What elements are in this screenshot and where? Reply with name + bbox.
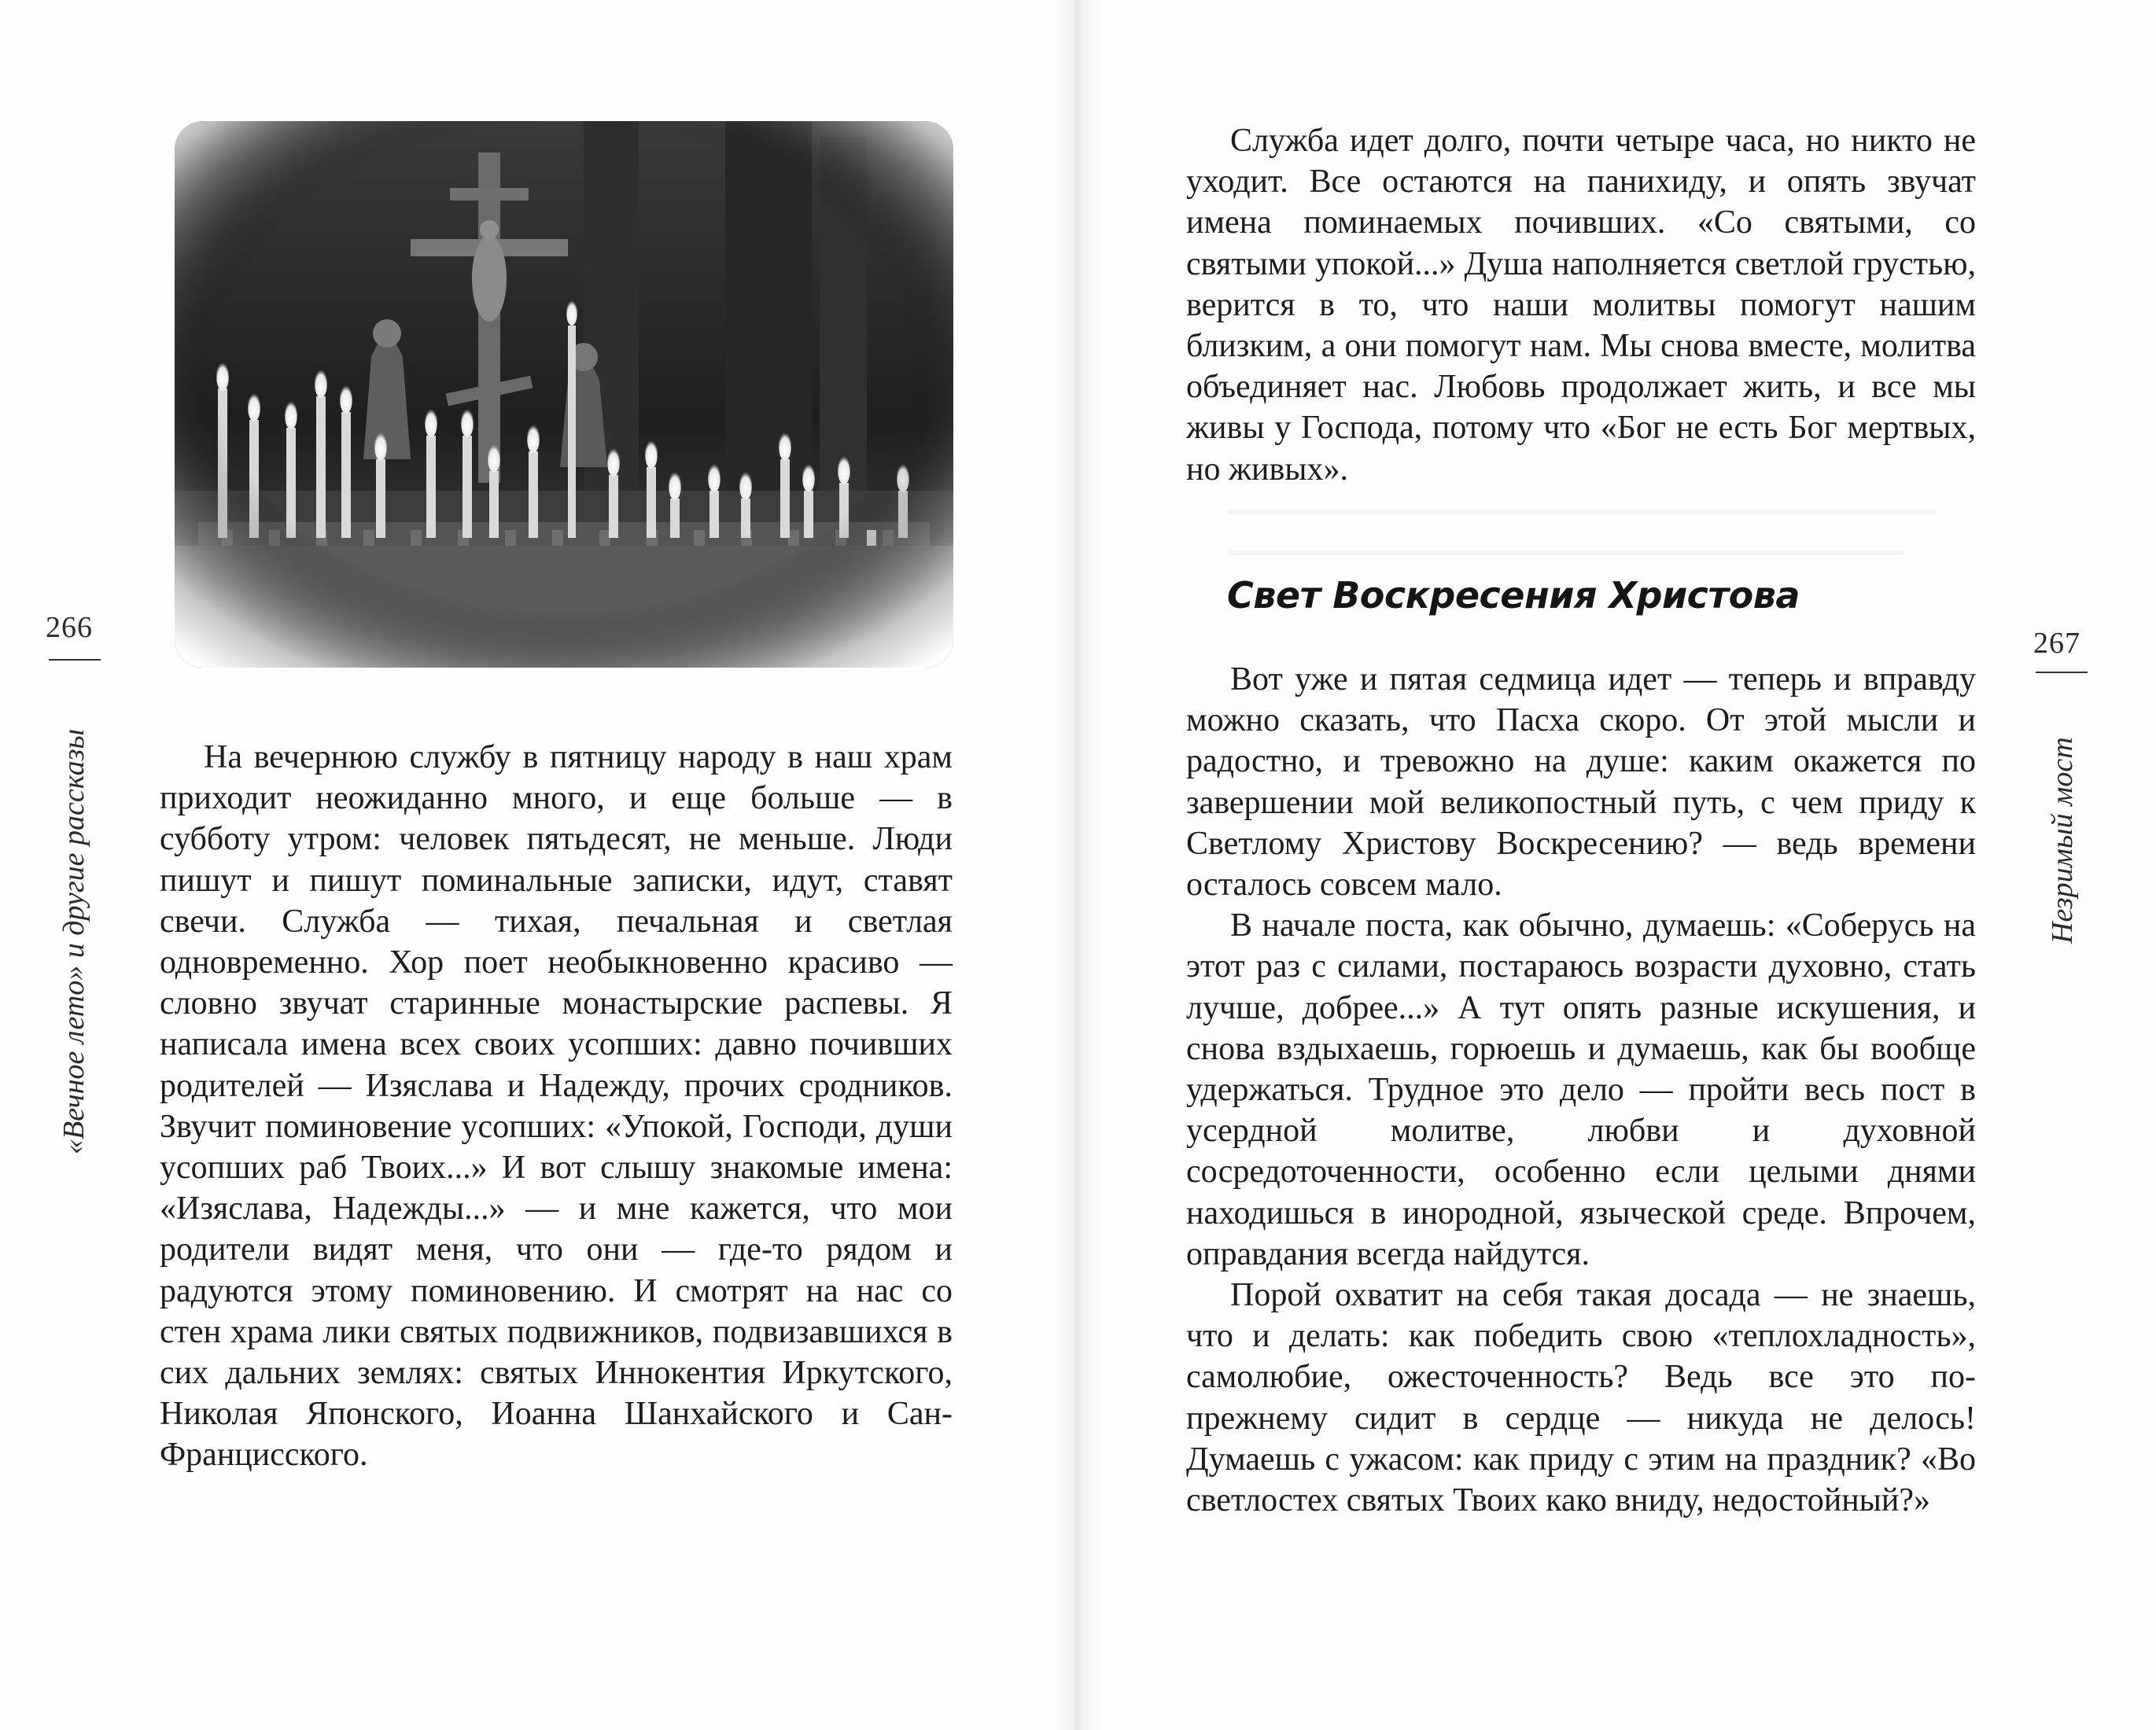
paragraph: На вечернюю службу в пятницу народу в наш храм приходит неожиданно много, и еще больше — в субботу утром: человек пятьдесят, не меньше. Люди пишут и пишут поминальные записки, идут, ставят свечи. Служба — тихая, печальная и светлая одновременно. Хор поет необыкновенно красиво — словно звучат старинные монастырские распевы. Я написала имена всех своих усопших: давно почивших родителей — Изяслава и Надежду, прочих сродников. Звучит поминовение усопших: «Упокой, Господи, души усопших раб Твоих...» И вот слышу знакомые имена: «Изяслава, Надежды...» — и мне кажется, что мои родители видят меня, что они — где-то рядом и радуются этому поминовению. И смотрят на нас со стен храма лики святых подвижников, подвизавшихся в сих дальних землях: святых Иннокентия Иркутского, Николая Японского, Иоанна Шанхайского и Сан-Францисского. xyxy=(160,739,953,1474)
paragraph: Служба идет долго, почти четыре часа, но никто не уходит. Все остаются на панихиду, и опять звучат имена поминаемых почивших. «Со святыми, со святыми упокой...» Душа наполняется светлой грустью, верится в то, что наши молитвы помогут нашим близким, а они помогут нам. Мы снова вместе, молитва объединяет нас. Любовь продолжает жить, и все мы живы у Господа, потому что «Бог не есть Бог мертвых, но живых». xyxy=(1186,123,1976,488)
show-through-line xyxy=(1227,550,1904,555)
left-page-body xyxy=(160,737,953,1476)
candles-photo xyxy=(175,121,953,668)
paragraph: Порой охватит на себя такая досада — не знаешь, что и делать: как победить свою «теплохладность», самолюбие, ожесточенность? Ведь все это по-прежнему сидит в сердце — никуда не делось! Думаешь с ужасом: как приду с этим на праздник? «Во светлостех святых Твоих како вниду, недостойный?» xyxy=(1186,1277,1976,1519)
paragraph: Вот уже и пятая седмица идет — теперь и вправду можно сказать, что Пасха скоро. От этой мысли и радостно, и тревожно на душе: каким окажется по завершении мой великопостный путь, с чем приду к Светлому Христову Воскресению? — ведь времени осталось совсем мало. xyxy=(1186,661,1976,904)
candles-photo-image xyxy=(175,121,953,668)
page-number-left: 266 xyxy=(46,611,93,644)
running-head-right: Незримый мост xyxy=(2046,737,2079,944)
show-through-line xyxy=(1227,510,1935,514)
running-head-left: «Вечное лето» и другие рассказы xyxy=(57,728,90,1154)
section-title: Свет Воскресения Христова xyxy=(1227,574,1800,617)
running-head-rule-left xyxy=(49,659,101,661)
paragraph: В начале поста, как обычно, думаешь: «Соберусь на этот раз с силами, постараюсь возрасти духовно, стать лучше, добрее...» А тут опять разные искушения, и снова вздыхаешь, горюешь и думаешь, как бы вообще удержаться. Трудное это дело — пройти весь пост в усердной молитве, любви и духовной сосредоточенности, особенно если целыми днями находишься в инородной, языческой среде. Впрочем, оправдания всегда найдутся. xyxy=(1186,907,1976,1272)
right-page-top-text xyxy=(1186,120,1976,490)
page-number-right: 267 xyxy=(2033,627,2080,660)
running-head-rule-right xyxy=(2036,672,2088,673)
book-gutter xyxy=(1054,0,1101,1730)
right-page-section-body xyxy=(1186,659,1976,1521)
